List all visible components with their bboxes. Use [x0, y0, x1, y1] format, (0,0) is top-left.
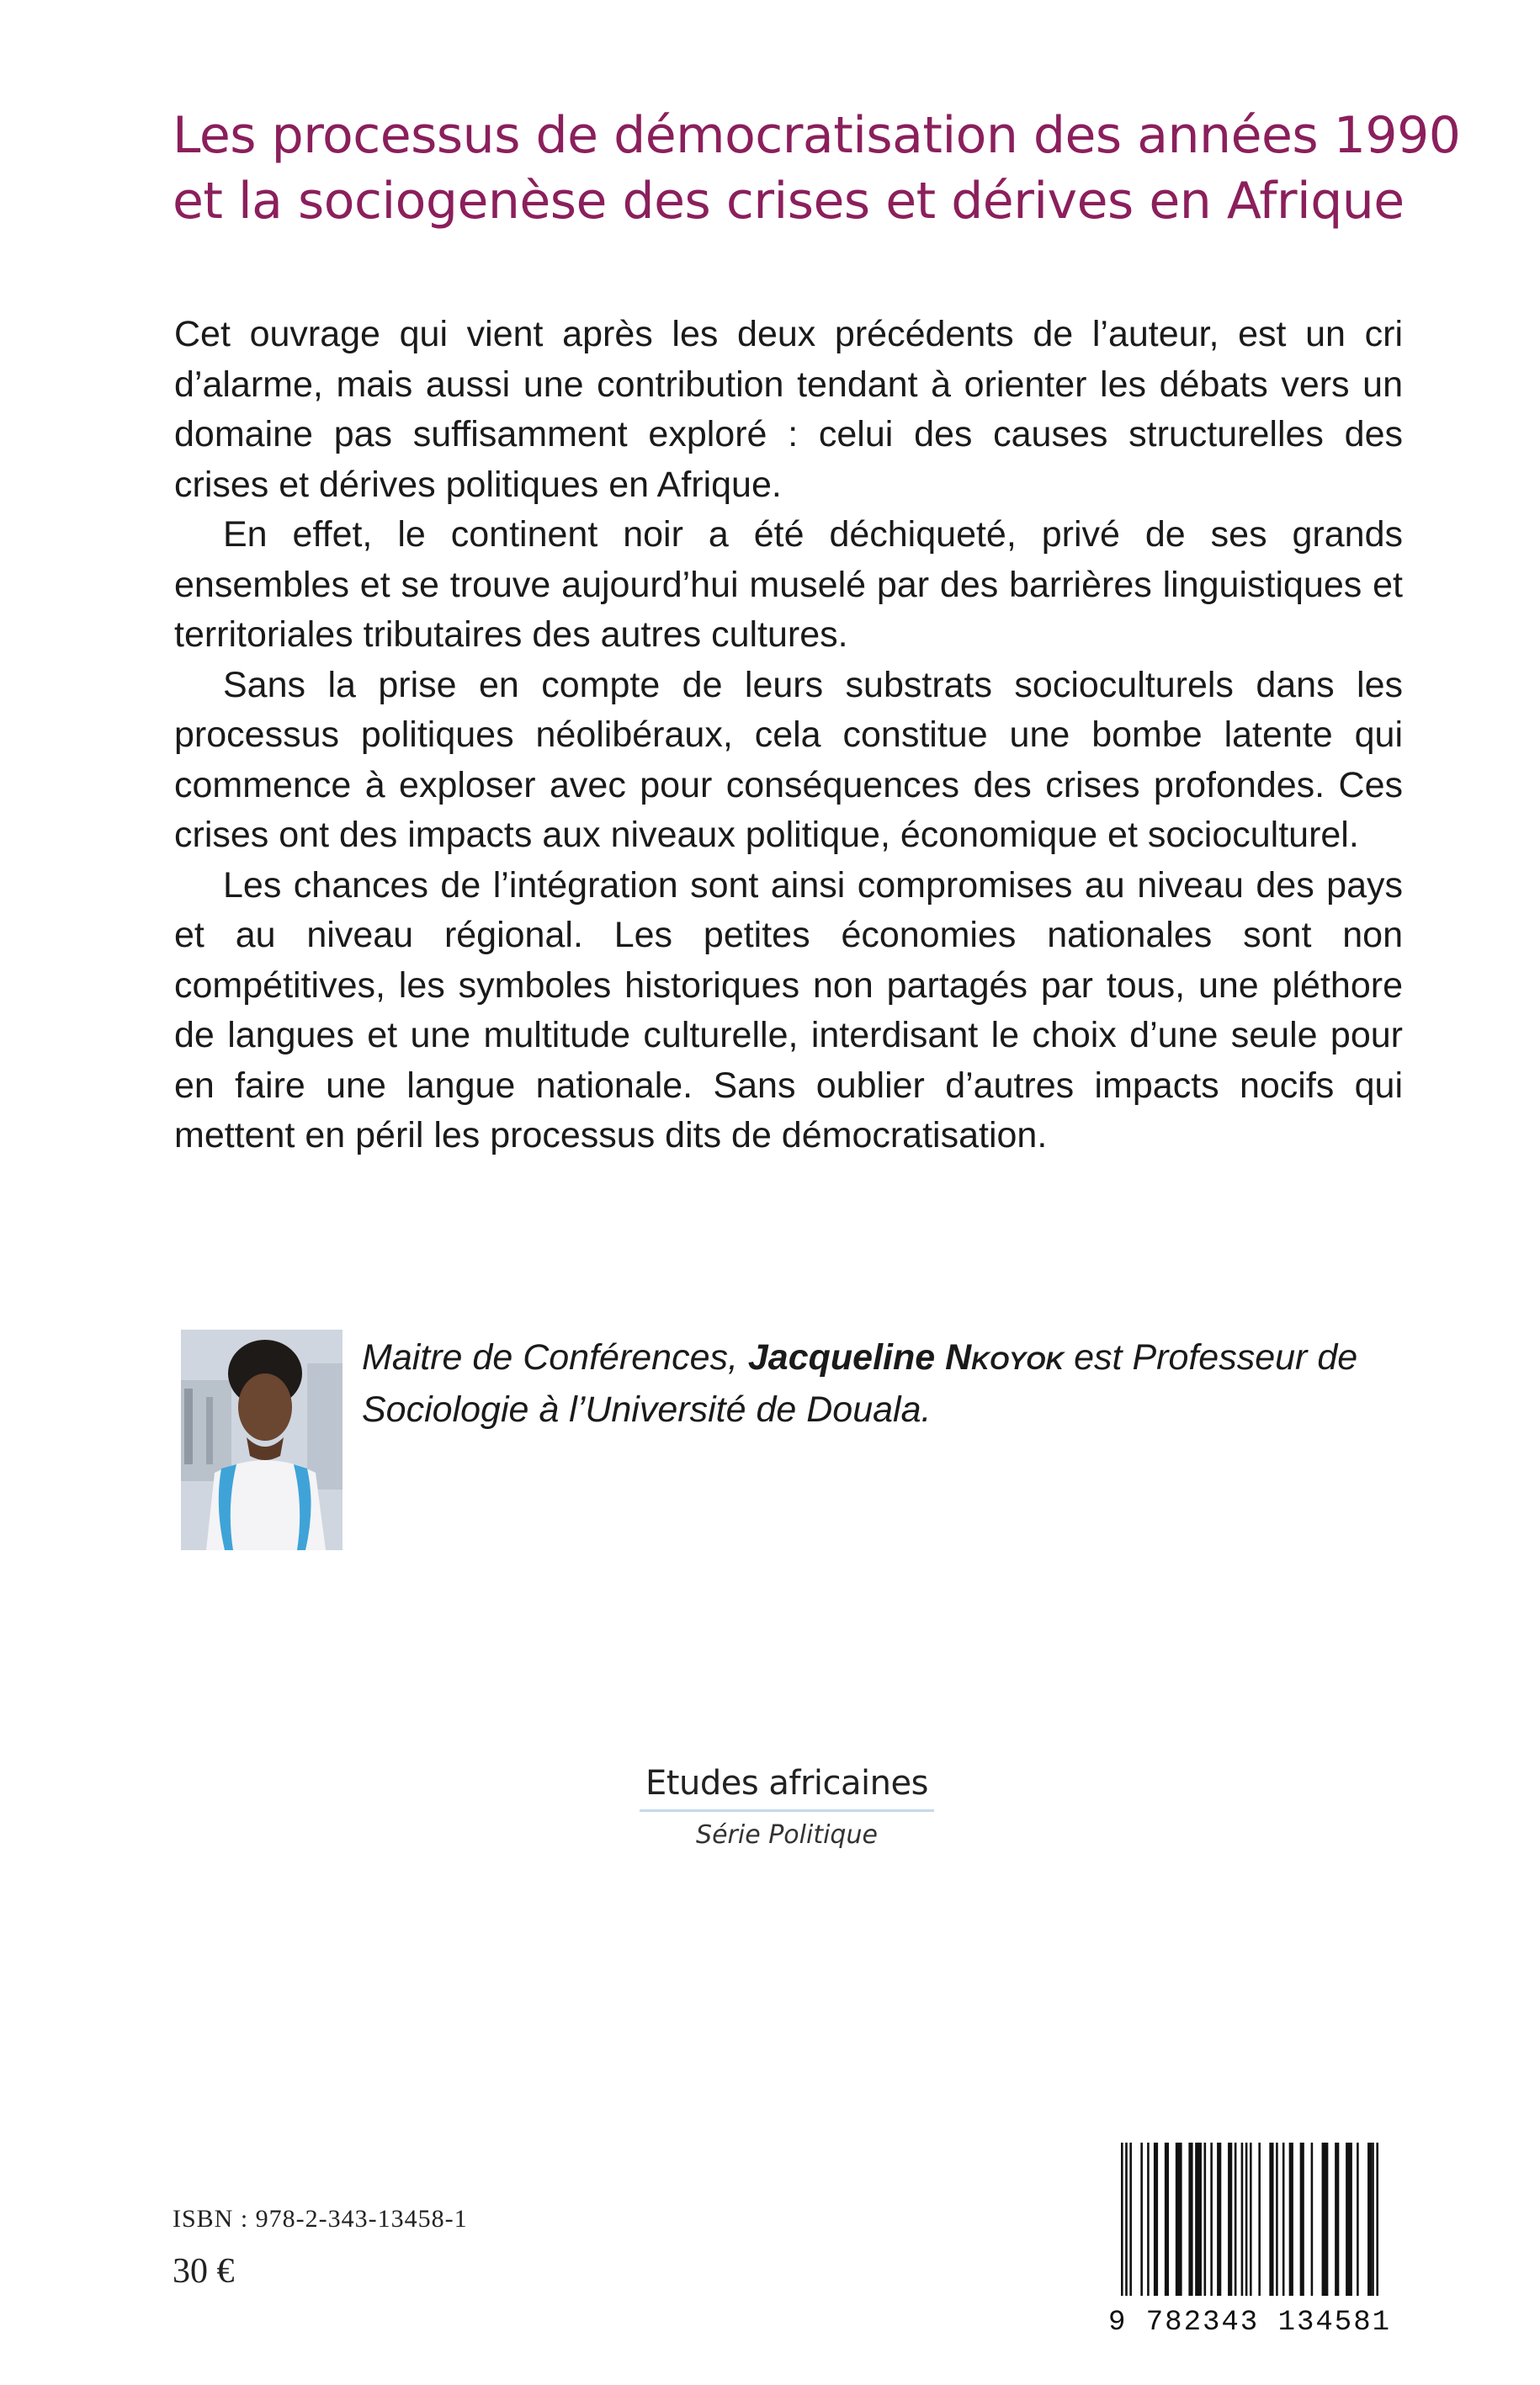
barcode-bar — [1250, 2143, 1252, 2296]
barcode-bar — [1121, 2143, 1123, 2296]
author-bio-suffix: est Professeur de Sociologie à l’Université de Douala. — [362, 1337, 1358, 1430]
barcode-bar — [1188, 2143, 1192, 2296]
barcode-bar — [1176, 2143, 1182, 2296]
barcode-bar — [1154, 2143, 1158, 2296]
barcode-bar — [1357, 2143, 1359, 2296]
author-first-name: Jacqueline — [747, 1337, 936, 1378]
blurb-paragraph-1: Cet ouvrage qui vient après les deux précédents de l’auteur, est un cri d’alarme, mais aussi une contribution tendant à orienter les débats vers un domaine pas suffisamment exploré : celui des causes structurelles des crises et dérives politiques en Afrique. — [174, 314, 1403, 505]
isbn: ISBN : 978-2-343-13458-1 — [173, 2205, 468, 2233]
barcode-bar — [1125, 2143, 1128, 2296]
barcode-bar — [1210, 2143, 1213, 2296]
barcode — [1102, 2138, 1397, 2340]
barcode-bar — [1258, 2143, 1261, 2296]
barcode-bar — [1376, 2143, 1378, 2296]
barcode-bar — [1282, 2143, 1285, 2296]
barcode-bar — [1276, 2143, 1278, 2296]
barcode-bar — [1217, 2143, 1221, 2296]
blurb — [174, 310, 1403, 1161]
blurb-paragraph-3: Sans la prise en compte de leurs substrats socioculturels dans les processus politiques néolibéraux, cela constitue une bombe latente qui commence à exploser avec pour conséquences des crises profondes. Ces crises ont des impacts aux niveaux politique, économique et socioculturel. — [174, 664, 1403, 855]
barcode-bar — [1300, 2143, 1304, 2296]
barcode-bar — [1204, 2143, 1207, 2296]
price: 30 € — [173, 2252, 235, 2291]
barcode-digits: 9 782343 134581 — [1107, 2307, 1392, 2339]
barcode-bar — [1147, 2143, 1150, 2296]
barcode-bar — [1241, 2143, 1244, 2296]
barcode-bar — [1372, 2143, 1374, 2296]
barcode-bar — [1195, 2143, 1202, 2296]
barcode-bar — [1140, 2143, 1143, 2296]
author-portrait-illustration — [181, 1330, 343, 1550]
author-last-name: Nkoyok — [945, 1337, 1065, 1378]
author-bio-prefix: Maitre de Conférences, — [362, 1337, 748, 1378]
barcode-bar — [1129, 2143, 1132, 2296]
barcode-bar — [1165, 2143, 1169, 2296]
barcode-bar — [1245, 2143, 1248, 2296]
book-title — [173, 103, 1461, 234]
series-subtitle: Série Politique — [696, 1820, 878, 1850]
author-photo — [181, 1330, 343, 1550]
series-block — [640, 1764, 934, 1850]
barcode-bar — [1367, 2143, 1372, 2296]
barcode-bar — [1311, 2143, 1314, 2296]
barcode-bar — [1235, 2143, 1237, 2296]
barcode-bar — [1346, 2143, 1352, 2296]
barcode-bar — [1322, 2143, 1329, 2296]
blurb-paragraph-2: En effet, le continent noir a été déchiqueté, privé de ses grands ensembles et se trouve aujourd’hui muselé par des barrières linguistiques et territoriales tributaires des autres cultures. — [174, 514, 1403, 655]
barcode-bar — [1269, 2143, 1273, 2296]
barcode-bar — [1335, 2143, 1339, 2296]
blurb-paragraph-4: Les chances de l’intégration sont ainsi compromises au niveau des pays et au niveau régional. Les petites économies nationales sont non compétitives, les symboles historiques non partagés par tous, une pléthore de langues et une multitude culturelle, interdisant le choix d’une seule pour en faire une langue nationale. Sans oublier d’autres impacts nocifs qui mettent en péril les processus dits de démocratisation. — [174, 864, 1403, 1155]
author-bio — [362, 1331, 1414, 1436]
series-name: Etudes africaines — [640, 1764, 934, 1812]
barcode-bar — [1228, 2143, 1232, 2296]
title-line-2: et la sociogenèse des crises et dérives en Afrique — [173, 172, 1405, 231]
title-line-1: Les processus de démocratisation des années 1990 — [173, 106, 1461, 165]
barcode-bar — [1289, 2143, 1293, 2296]
